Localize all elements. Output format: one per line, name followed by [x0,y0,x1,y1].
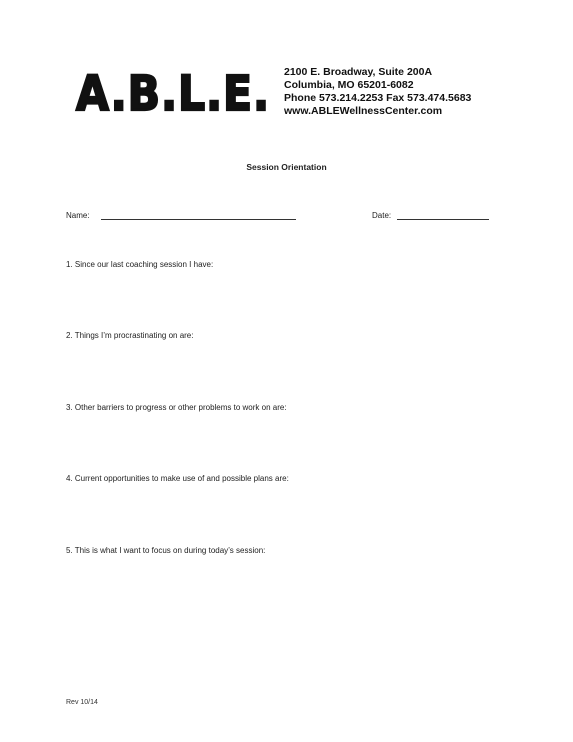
name-label: Name: [66,211,90,220]
question-2: 2. Things I’m procrastinating on are: [66,331,194,340]
date-field[interactable] [397,219,489,220]
name-field[interactable] [101,219,296,220]
logo-text: A.B.L.E. [76,66,270,118]
address-phone-fax: Phone 573.214.2253 Fax 573.474.5683 [284,92,472,104]
address-city: Columbia, MO 65201-6082 [284,79,414,91]
page-title: Session Orientation [246,162,327,172]
address-website: www.ABLEWellnessCenter.com [284,105,443,117]
question-5: 5. This is what I want to focus on during today’s session: [66,546,266,555]
revision-label: Rev 10/14 [66,699,98,706]
date-label: Date: [372,211,392,220]
able-logo [74,62,274,118]
contact-address [284,66,471,118]
question-4: 4. Current opportunities to make use of and possible plans are: [66,474,289,483]
question-3: 3. Other barriers to progress or other problems to work on are: [66,403,287,412]
address-street: 2100 E. Broadway, Suite 200A [284,66,433,78]
question-1: 1. Since our last coaching session I have: [66,260,214,269]
